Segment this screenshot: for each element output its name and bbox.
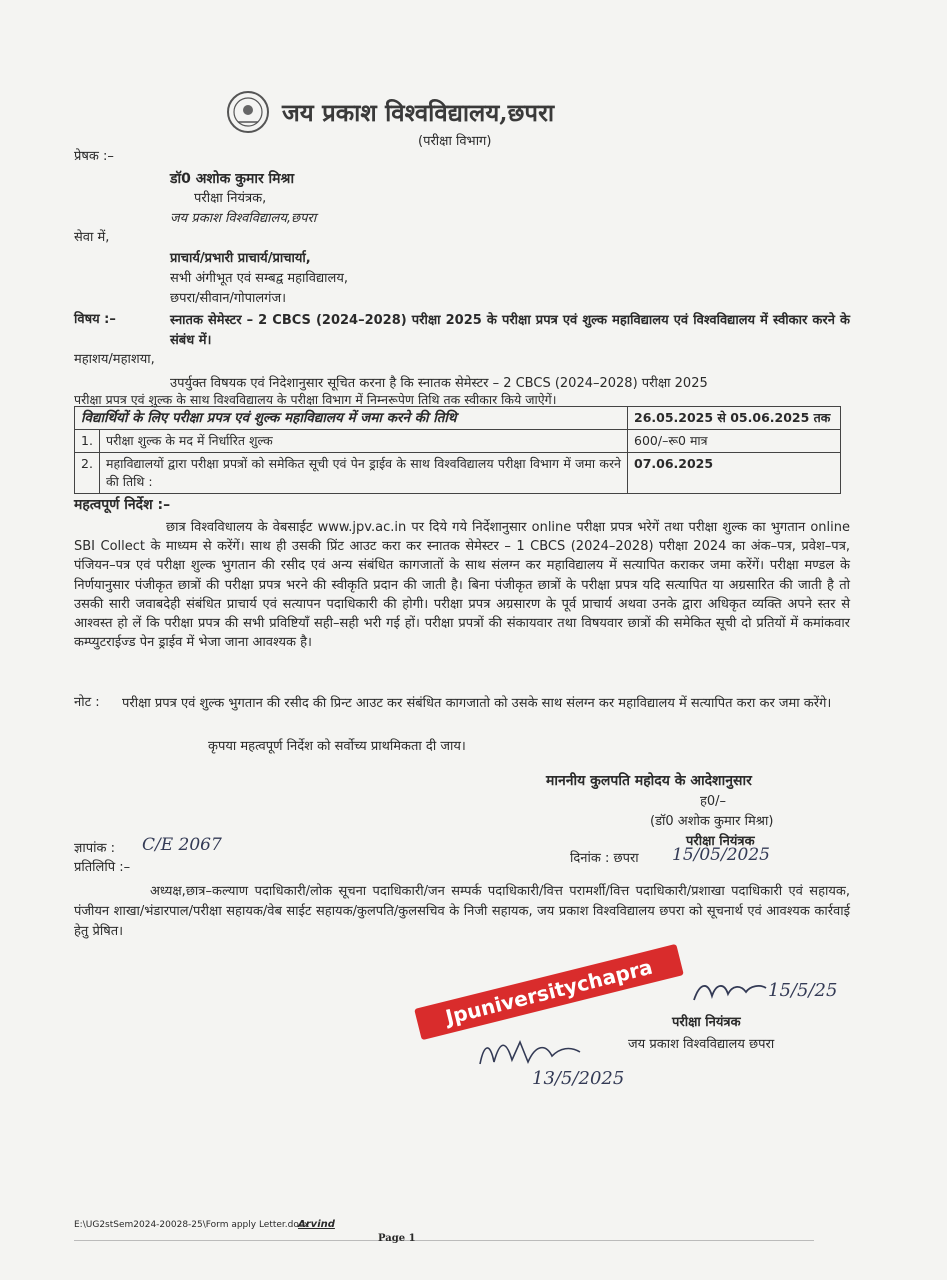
note-text: परीक्षा प्रपत्र एवं शुल्क भुगतान की रसीद की प्रिन्ट आउट कर संबंधित कागजातो को उसके साथ संलग्न कर महाविद्यालय में सत्यापित करा कर जमा करेंगे। (122, 696, 832, 711)
watermark-stamp: Jpuniversitychapra (414, 944, 684, 1040)
footer-path: E:\UG2stSem2024-20028-25\Form apply Letter.docx (74, 1220, 310, 1230)
table-header-left: विद्यार्थियों के लिए परीक्षा प्रपत्र एवं शुल्क महाविद्यालय में जमा करने की तिथि (75, 407, 628, 430)
initials-date: 13/5/2025 (532, 1068, 625, 1089)
dates-table (74, 406, 841, 494)
ref-value: C/E 2067 (142, 835, 222, 855)
final-designation: परीक्षा नियंत्रक (672, 1015, 741, 1030)
table-row-value: 600/–रू0 मात्र (628, 430, 841, 453)
footer-divider (74, 1240, 814, 1241)
initials-scribble-icon (476, 1034, 586, 1070)
intro-line1: उपर्युक्त विषयक एवं निदेशानुसार सूचित करना है कि स्नातक सेमेस्टर – 2 CBCS (2024–2028) परीक्षा 2025 (170, 376, 708, 391)
note-label: नोट : (74, 695, 100, 710)
signatory-name: (डॉ0 अशोक कुमार मिश्रा) (650, 814, 774, 829)
instructions-heading: महत्वपूर्ण निर्देश :– (74, 497, 171, 513)
table-header-right: 26.05.2025 से 05.06.2025 तक (628, 407, 841, 430)
handwritten-date: 15/5/25 (768, 980, 838, 1001)
subject-text: स्नातक सेमेस्टर – 2 CBCS (2024–2028) परीक्षा 2025 के परीक्षा प्रपत्र एवं शुल्क महाविद्यालय एवं विश्वविद्यालय में स्वीकार करने के संबंध में। (170, 313, 850, 348)
sender-label: प्रेषक :– (74, 149, 114, 164)
instructions-body: छात्र विश्वविधालय के वेबसाईट www.jpv.ac.in पर दिये गये निर्देशानुसार online परीक्षा प्रपत्र भरेगें तथा परीक्षा शुल्क का भुगतान online SBI Collect के माध्यम से करेंगें। साथ ही उसकी प्रिंट आउट करा कर स्नातक सेमेस्टर – 1 CBCS (2024–2028) परीक्षा 2024 का अंक–पत्र, प्रवेश–पत्र, पंजियन–पत्र एवं परीक्षा शुल्क भुगतान की रसीद एवं अन्य संबंधित कागजातों के साथ संलग्न कर महाविद्यालय में सत्यापित कराकर जमा करेंगें। परीक्षा मण्डल के निर्णयानुसार पंजीकृत छात्रों की परीक्षा प्रपत्र भरने की स्वीकृति प्रदान की जाती है। बिना पंजीकृत छात्रों के परीक्षा प्रपत्र यदि सत्यापित या अग्रसारित की जाती है तो उसकी सारी जवाबदेही संबंधित प्राचार्य एवं सत्यापन पदाधिकारी की होगी। परीक्षा प्रपत्र अग्रसारण के पूर्व प्राचार्य अथवा उनके द्वारा अधिकृत व्यक्ति अपने स्तर से आश्वस्त हो लें कि परीक्षा प्रपत्र की सभी प्रविष्टियॉं सही–सही भरी गई हों। परीक्षा प्रपत्रों की संकायवार तथा विषयवार छात्रों की समेकित सूची दो प्रतियों में कमांकवार कम्प्युटराईज्ड पेन ड्राईव में भेजा जाना आवश्यक है। (74, 520, 850, 651)
table-row (75, 453, 841, 494)
signed-mark: ह0/– (700, 794, 727, 809)
date-label: दिनांक : छपरा (570, 851, 639, 866)
recipient-line3: छपरा/सीवान/गोपालगंज। (170, 291, 287, 306)
intro-line2: परीक्षा प्रपत्र एवं शुल्क के साथ विश्वविद्यालय के परीक्षा विभाग में निम्नरूपेण तिथि तक स्वीकार किये जाऐगें। (74, 392, 557, 407)
university-seal-icon (226, 90, 270, 134)
salutation: महाशय/महाशया, (74, 352, 155, 367)
signatory-designation: परीक्षा नियंत्रक (686, 834, 755, 849)
copy-label: प्रतिलिपि :– (74, 860, 131, 875)
date-value: 15/05/2025 (672, 845, 770, 865)
table-row-num: 1. (75, 430, 100, 453)
department-name: (परीक्षा विभाग) (418, 134, 492, 149)
recipient-line1: प्राचार्य/प्रभारी प्राचार्य/प्राचार्या, (170, 251, 311, 266)
sender-designation: परीक्षा नियंत्रक, (194, 191, 267, 206)
recipient-label: सेवा में, (74, 230, 110, 245)
table-row-num: 2. (75, 453, 100, 494)
table-row-value: 07.06.2025 (628, 453, 841, 494)
university-name: जय प्रकाश विश्वविद्यालय,छपरा (282, 98, 555, 127)
table-header-row (75, 407, 841, 430)
sender-org: जय प्रकाश विश्वविद्यालय,छपरा (170, 211, 317, 226)
ref-label: ज्ञापांक : (74, 841, 115, 856)
table-row (75, 430, 841, 453)
signature-scribble-icon (690, 976, 770, 1006)
subject-label: विषय :– (74, 312, 116, 327)
footer-author: Arvind (298, 1219, 335, 1230)
copy-text: अध्यक्ष,छात्र–कल्याण पदाधिकारी/लोक सूचना पदाधिकारी/जन सम्पर्क पदाधिकारी/वित्त परामर्शी/वित्त पदाधिकारी/प्रशाखा पदाधिकारी एवं सहायक, पंजीयन शाखा/भंडारपाल/परीक्षा सहायक/वेब साईट सहायक/कुलपति/कुलसचिव के निजी सहायक, जय प्रकाश विश्वविद्यालय छपरा को सूचनार्थ एवं आवश्यक कार्रवाई हेतु प्रेषित। (74, 884, 850, 939)
final-org: जय प्रकाश विश्वविद्यालय छपरा (628, 1037, 775, 1052)
order-text: माननीय कुलपति महोदय के आदेशानुसार (546, 773, 752, 789)
table-row-text: परीक्षा शुल्क के मद में निर्धारित शुल्क (100, 430, 628, 453)
recipient-line2: सभी अंगीभूत एवं सम्बद्व महाविद्यालय, (170, 271, 349, 286)
sender-name: डॉ0 अशोक कुमार मिश्रा (170, 171, 295, 187)
footer-page: Page 1 (378, 1233, 416, 1244)
table-row-text: महाविद्यालयों द्वारा परीक्षा प्रपत्रों को समेकित सूची एवं पेन ड्राईव के साथ विश्वविद्यालय परीक्षा विभाग में जमा करने की तिथि : (100, 453, 628, 494)
note-closing: कृपया महत्वपूर्ण निर्देश को सर्वोच्य प्राथमिकता दी जाय। (208, 739, 466, 754)
